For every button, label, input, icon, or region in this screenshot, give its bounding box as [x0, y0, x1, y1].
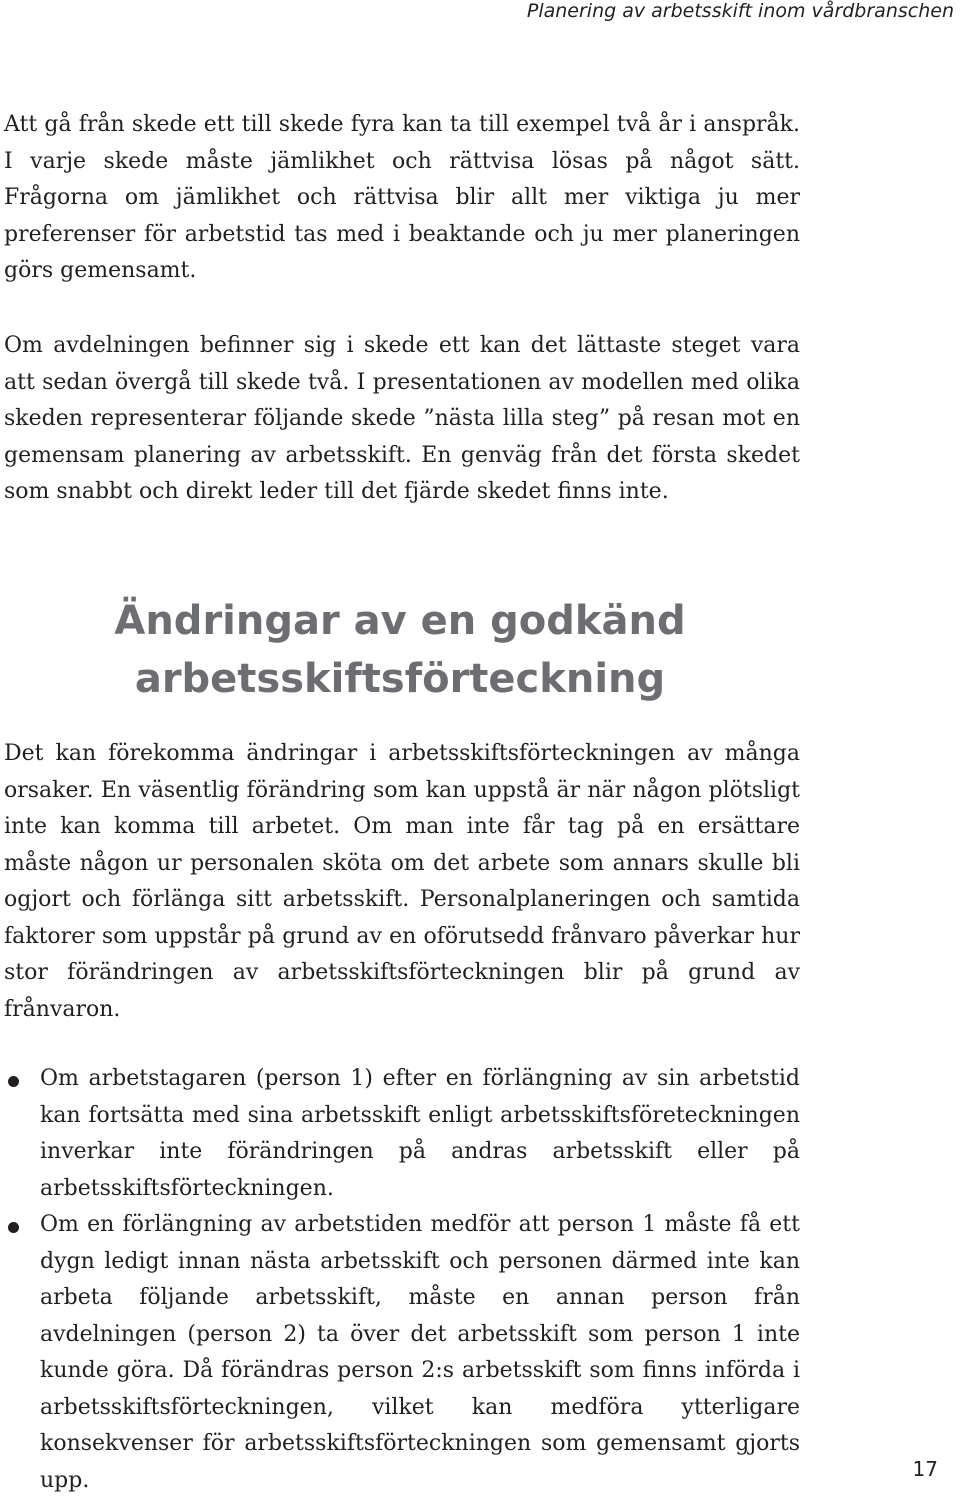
bullet-list — [0, 1061, 800, 1499]
section-heading: Ändringar av en godkänd arbetsskiftsförteckning — [114, 598, 686, 702]
body-paragraph-1: Att gå från skede ett till skede fyra kan ta till exempel två år i anspråk. I varje skede måste jämlikhet och rättvisa lösas på något sätt. Frågorna om jämlikhet och rättvisa blir allt mer viktiga ju mer preferenser för arbetstid tas med i beaktande och ju mer planeringen görs gemensamt. — [4, 112, 800, 283]
body-paragraph-2: Om avdelningen befinner sig i skede ett kan det lättaste steget vara att sedan övergå till skede två. I presentationen av modellen med olika skeden representerar följande skede ”nästa lilla steg” på resan mot en gemensam planering av arbetsskift. En genväg från det första skedet som snabbt och direkt leder till det fjärde skedet finns inte. — [4, 333, 800, 504]
bullet-text-1: Om arbetstagaren (person 1) efter en förlängning av sin arbetstid kan fortsätta med sina arbetsskift enligt arbetsskiftsföreteckningen inverkar inte förändringen på andras arbetsskift eller på arbetsskiftsförteckningen. — [40, 1066, 800, 1201]
bullet-item-2 — [0, 1207, 800, 1499]
bullet-item-1 — [0, 1061, 800, 1207]
body-paragraph-3: Det kan förekomma ändringar i arbetsskiftsförteckningen av många orsaker. En väsentlig förändring som kan uppstå är när någon plötsligt inte kan komma till arbetet. Om man inte får tag på en ersättare måste någon ur personalen sköta om det arbete som annars skulle bli ogjort och förlänga sitt arbetsskift. Personalplaneringen och samtida faktorer som uppstår på grund av en oförutsedd frånvaro påverkar hur stor förändringen av arbetsskiftsförteckningen blir på grund av frånvaron. — [4, 741, 800, 1022]
bullet-text-2: Om en förlängning av arbetstiden medför att person 1 måste få ett dygn ledigt innan nästa arbetsskift och personen därmed inte kan arbeta följande arbetsskift, måste en annan person från avdelningen (person 2) ta över det arbetsskift som person 1 inte kunde göra. Då förändras person 2:s arbetsskift som finns införda i arbetsskiftsförteckningen, vilket kan medföra ytterligare konsekvenser för arbetsskiftsförteckningen som gemensamt gjorts upp. — [40, 1212, 800, 1493]
page-number: 17 — [912, 1457, 938, 1481]
bullet-dot-icon — [8, 1076, 19, 1087]
running-header: Planering av arbetsskift inom vårdbranschen — [526, 0, 954, 22]
bullet-dot-icon — [8, 1222, 19, 1233]
